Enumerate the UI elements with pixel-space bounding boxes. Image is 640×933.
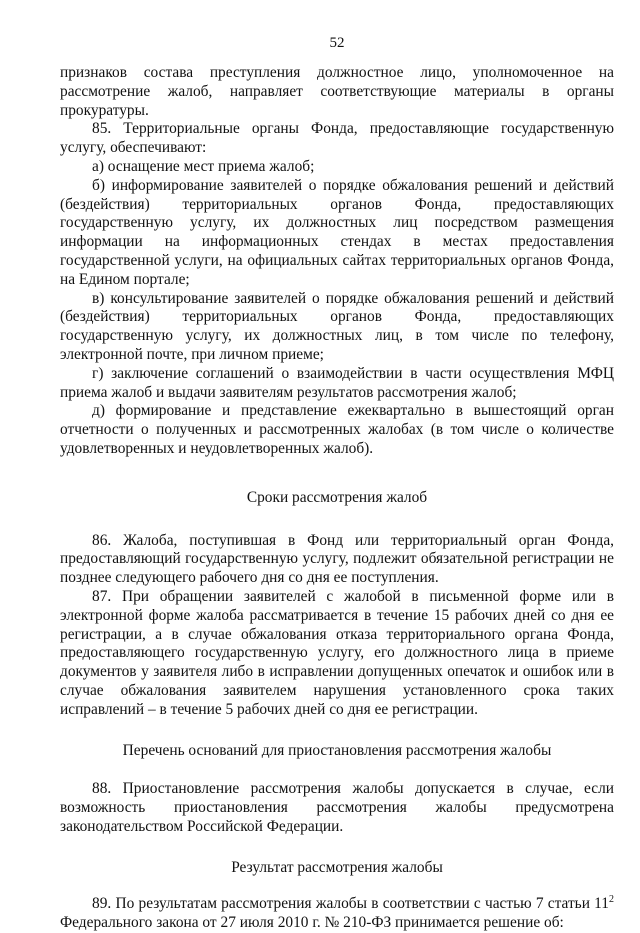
paragraph-87: 87. При обращении заявителей с жалобой в письменной форме или в электронной форме жалоба рассматривается в течение 15 рабочих дней со дня ее регистрации, а в случае обжалования отказа территориального органа Фонда, предоставляющего государственную услугу, его должностного лица в приеме документов у заявителя либо в исправлении допущенных опечаток и ошибок или в случае обжалования заявителем нарушения установленного срока таких исправлений – в течение 5 рабочих дней со дня ее регистрации.: [60, 587, 614, 718]
document-page: [60, 0, 614, 932]
paragraph-85-b: б) информирование заявителей о порядке обжалования решений и действий (бездействия) территориальных органов Фонда, предоставляющих государственную услугу, их должностных лиц посредством размещения информации на информационных стендах в местах предоставления государственной услуги, на официальных сайтах территориальных органов Фонда, на Едином портале;: [60, 176, 614, 288]
section-heading-review-terms: Сроки рассмотрения жалоб: [246, 488, 428, 506]
paragraph-88: 88. Приостановление рассмотрения жалобы допускается в случае, если возможность приостановления рассмотрения жалобы предусмотрена законодательством Российской Федерации.: [60, 780, 614, 835]
paragraph-85: 85. Территориальные органы Фонда, предоставляющие государственную услугу, обеспечивают:: [60, 120, 614, 157]
paragraph-85-v: в) консультирование заявителей о порядке обжалования решений и действий (бездействия) территориальных органов Фонда, предоставляющих государственную услугу, их должностных лиц, в том числе по телефону, электронной почте, при личном приеме;: [60, 289, 614, 363]
paragraph-85-d: д) формирование и представление ежеквартально в вышестоящий орган отчетности о полученных и рассмотренных жалобах (в том числе о количестве удовлетворенных и неудовлетворенных жалоб).: [60, 402, 614, 457]
section-heading-review-result: Результат рассмотрения жалобы: [231, 858, 443, 876]
paragraph-continuation: признаков состава преступления должностное лицо, уполномоченное на рассмотрение жалоб, направляет соответствующие материалы в органы прокуратуры.: [60, 64, 614, 119]
document-body: [60, 64, 614, 933]
paragraph-86: 86. Жалоба, поступившая в Фонд или территориальный орган Фонда, предоставляющий государственную услугу, подлежит обязательной регистрации не позднее следующего рабочего дня со дня ее поступления.: [60, 531, 614, 587]
section-heading-suspension-grounds: Перечень оснований для приостановления рассмотрения жалобы: [122, 741, 552, 759]
paragraph-85-a: а) оснащение мест приема жалоб;: [92, 157, 315, 175]
paragraph-89: [60, 895, 614, 933]
paragraph-85-g: г) заключение соглашений о взаимодействии в части осуществления МФЦ приема жалоб и выдачи заявителям результатов рассмотрения жалоб;: [60, 364, 614, 401]
paragraph-89-text: 89. По результатам рассмотрения жалобы в соответствии с частью 7 статьи 11: [92, 895, 609, 913]
article-superscript: 2: [609, 894, 614, 906]
page-number: 52: [329, 35, 345, 51]
paragraph-89-text-end: Федерального закона от 27 июля 2010 г. № 210-ФЗ принимается решение об:: [60, 914, 564, 932]
